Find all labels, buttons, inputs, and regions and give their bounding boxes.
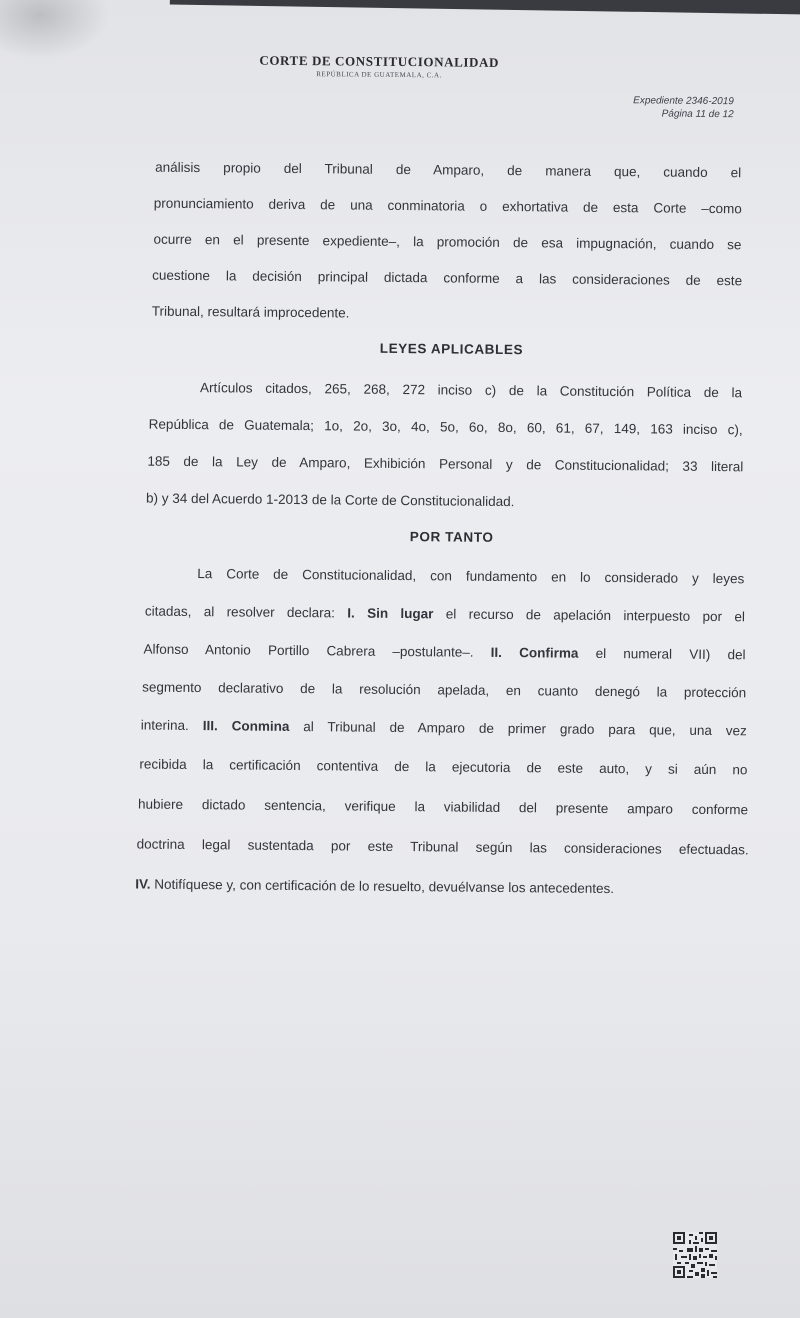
text-run: citadas, al resolver declara: [144,603,348,621]
paragraph-line: pronunciamiento deriva de una conminatoria o exhortativa de esta Corte –como [153,195,742,217]
text-run: el numeral VII) del [578,645,746,663]
court-subtitle: REPÚBLICA DE GUATEMALA, C.A. [316,70,442,80]
expediente-number: Expediente 2346-2019 [633,95,734,108]
paragraph-line [143,640,745,666]
paragraph-line [135,874,749,900]
bold-run: IV. [135,876,151,892]
paragraph-line: recibida la certificación contentiva de la ejecutoria de este auto, y si aún no [139,756,748,778]
paragraph-line: cuestione la decisión principal dictada conforme a las consideraciones de este [152,267,743,289]
paragraph-line: hubiere dictado sentencia, verifique la viabilidad del presente amparo conforme [137,796,749,818]
paragraph-line: segmento declarativo de la resolución apelada, en cuanto denegó la protección [142,679,747,701]
paragraph-line: 185 de la Ley de Amparo, Exhibición Personal y de Constitucionalidad; 33 literal [147,453,744,475]
page-number: Página 11 de 12 [661,108,734,121]
case-reference [564,94,734,122]
text-run: Notifíquese y, con certificación de lo resuelto, devuélvanse los antecedentes. [150,876,615,897]
court-title: CORTE DE CONSTITUCIONALIDAD [259,52,500,70]
paragraph-line: Artículos citados, 265, 268, 272 inciso c) de la Constitución Política de la [199,380,743,401]
bold-run: I. Sin lugar [347,605,434,622]
text-run: Alfonso Antonio Portillo Cabrera –postulante–. [143,641,491,660]
bold-run: III. Conmina [202,718,290,734]
bold-run: II. Confirma [490,644,579,661]
text-run: el recurso de apelación interpuesto por el [433,606,745,625]
paragraph-line [141,716,747,742]
heading-leyes-aplicables: LEYES APLICABLES [379,340,524,358]
text-run: interina. [140,717,203,734]
paragraph-line: ocurre en el presente expediente–, la promoción de esa impugnación, cuando se [153,231,742,253]
paragraph-line: República de Guatemala; 1o, 2o, 3o, 4o, 5o, 6o, 8o, 60, 61, 67, 149, 163 inciso c), [148,416,743,438]
paragraph-line [145,602,745,628]
paragraph-line: Tribunal, resultará improcedente. [151,303,350,321]
paragraph-line: doctrina legal sustentada por este Tribunal según las consideraciones efectuadas. [136,836,749,858]
heading-por-tanto: POR TANTO [409,529,494,545]
paragraph-line: La Corte de Constitucionalidad, con fundamento en lo considerado y leyes [197,566,745,587]
paragraph-line: b) y 34 del Acuerdo 1-2013 de la Corte de Constitucionalidad. [145,490,515,510]
qr-code-icon [673,1232,717,1278]
paragraph-line: análisis propio del Tribunal de Amparo, de manera que, cuando el [155,159,742,181]
text-run: al Tribunal de Amparo de primer grado para que, una vez [289,718,747,739]
